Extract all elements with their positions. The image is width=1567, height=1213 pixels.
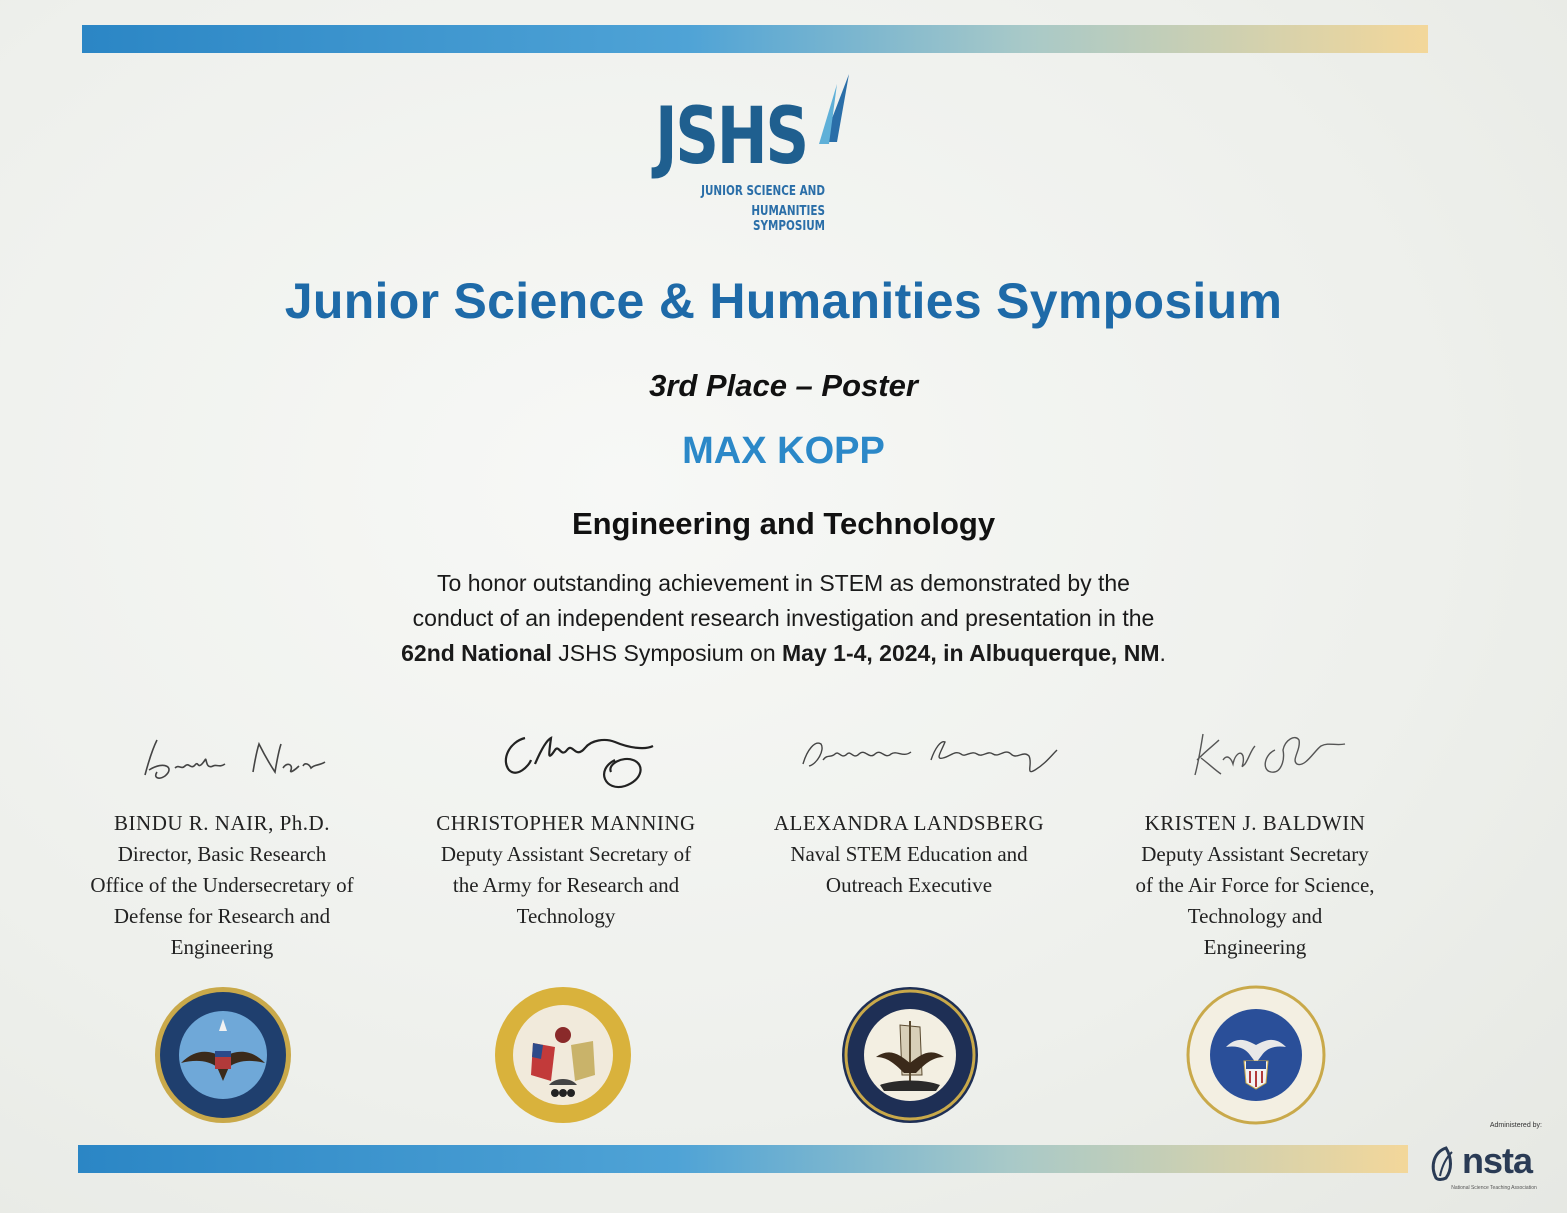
signatory-title-line: Outreach Executive <box>825 873 993 897</box>
signatory-3 <box>748 808 1070 901</box>
signatory-title-line: Deputy Assistant Secretary of <box>440 842 692 866</box>
signatory-title-line: Defense for Research and <box>113 904 331 928</box>
signatory-2 <box>405 808 727 932</box>
signatory-title-line: Deputy Assistant Secretary <box>1141 842 1369 866</box>
signatory-title-line: Engineering <box>170 935 274 959</box>
signature-bindu-nair <box>135 720 335 790</box>
department-of-the-army-seal-icon <box>493 985 633 1125</box>
jshs-subtitle-line2: HUMANITIES SYMPOSIUM <box>751 204 825 234</box>
administered-by-label: Administered by: <box>1489 1122 1542 1129</box>
jshs-logo <box>655 72 865 232</box>
sail-icon <box>815 72 855 152</box>
signature-alexandra-landsberg <box>795 720 1065 780</box>
signatory-title-line: Technology and <box>1187 904 1323 928</box>
nsta-leaf-icon <box>1428 1144 1464 1184</box>
signatory-name: BINDU R. NAIR, Ph.D. <box>114 811 330 835</box>
citation-period: . <box>1159 640 1166 666</box>
citation-line-3 <box>0 640 1567 667</box>
signatory-1 <box>62 808 382 963</box>
award-placement: 3rd Place – Poster <box>649 368 918 403</box>
nsta-logo <box>1424 1122 1554 1197</box>
department-of-the-air-force-seal-icon <box>1186 985 1326 1125</box>
signatory-4 <box>1100 808 1410 963</box>
signatory-title-line: Director, Basic Research <box>117 842 327 866</box>
department-of-defense-seal-icon <box>153 985 293 1125</box>
signatory-title-line: Technology <box>516 904 616 928</box>
symposium-date-location: May 1-4, 2024, in Albuquerque, NM <box>782 640 1160 666</box>
signatory-name: KRISTEN J. BALDWIN <box>1144 811 1366 835</box>
department-of-the-navy-seal-icon <box>840 985 980 1125</box>
jshs-wordmark: JSHS <box>655 92 807 182</box>
citation-text: JSHS Symposium on <box>551 640 783 666</box>
signatory-title-line: Naval STEM Education and <box>790 842 1028 866</box>
nsta-tagline: National Science Teaching Association <box>1451 1185 1537 1191</box>
signature-christopher-manning <box>495 720 665 800</box>
signatory-title-line: Office of the Undersecretary of <box>90 873 354 897</box>
citation-line-1: To honor outstanding achievement in STEM as demonstrated by the <box>437 570 1130 596</box>
recipient-name: MAX KOPP <box>682 430 885 472</box>
award-category: Engineering and Technology <box>571 506 996 541</box>
jshs-subtitle-line1: JUNIOR SCIENCE AND <box>701 184 825 199</box>
signatory-title-line: Engineering <box>1203 935 1307 959</box>
bottom-gradient-bar <box>78 1145 1408 1173</box>
certificate-title: Junior Science & Humanities Symposium <box>284 273 1283 329</box>
signatory-title-line: of the Air Force for Science, <box>1135 873 1375 897</box>
symposium-edition: 62nd National <box>401 640 552 666</box>
nsta-wordmark: nsta <box>1462 1140 1533 1181</box>
signature-kristen-baldwin <box>1185 720 1355 790</box>
signatory-title-line: the Army for Research and <box>452 873 680 897</box>
top-gradient-bar <box>82 25 1428 53</box>
signatory-name: ALEXANDRA LANDSBERG <box>773 811 1045 835</box>
signatory-name: CHRISTOPHER MANNING <box>436 811 696 835</box>
citation-line-2: conduct of an independent research investigation and presentation in the <box>412 605 1155 631</box>
